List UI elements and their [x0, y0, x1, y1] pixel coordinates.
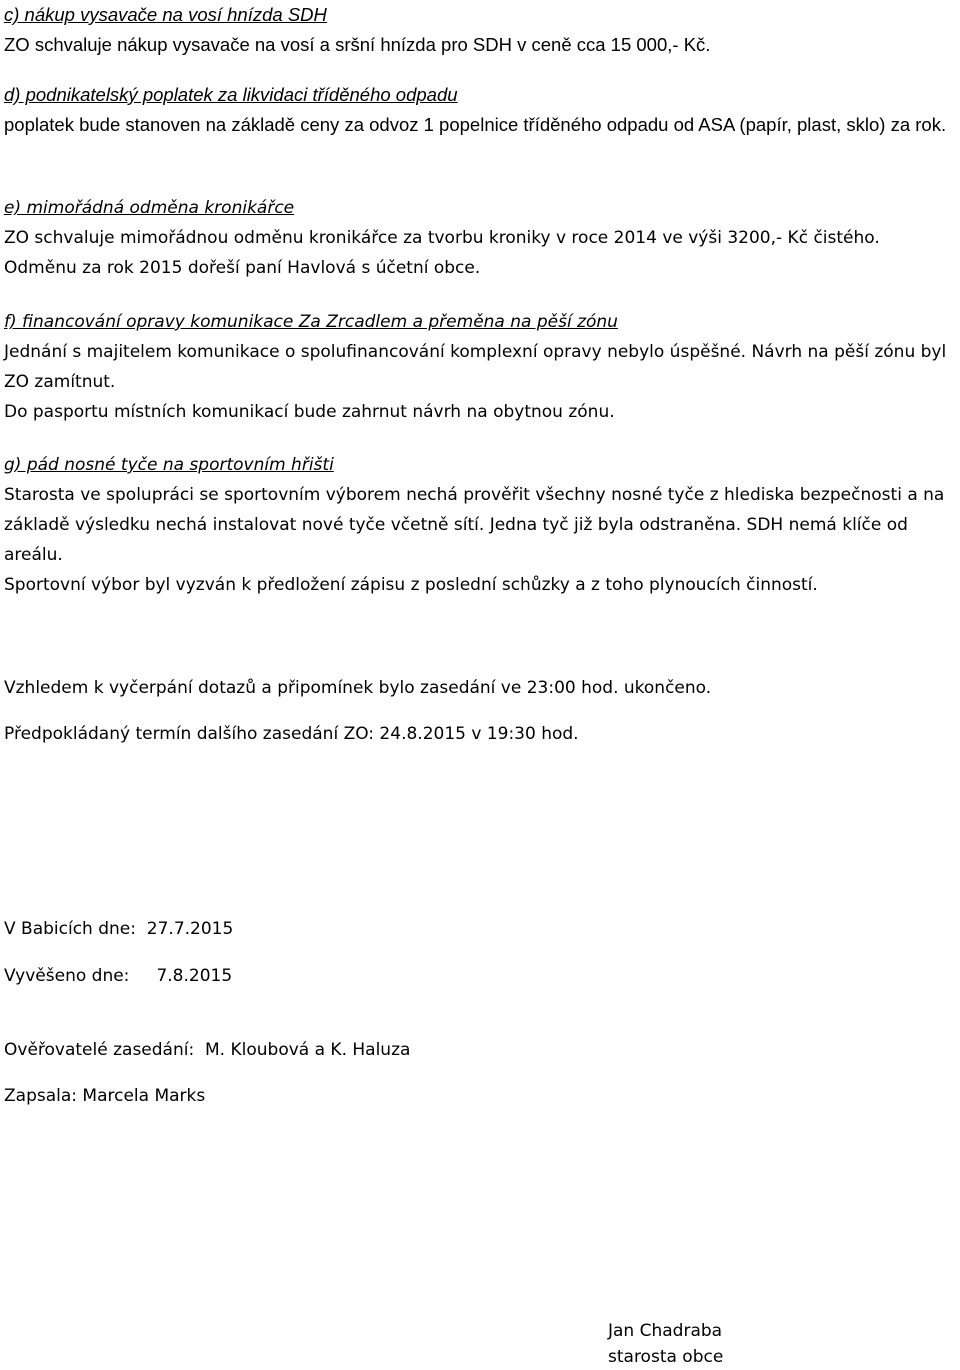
signature-name: Jan Chadraba — [608, 1321, 723, 1341]
section-e-text: ZO schvaluje mimořádnou odměnu kronikářce za tvorbu kroniky v roce 2014 ve výši 3200,- Kč čistého. Odměnu za rok 2015 dořeší paní Havlová s účetní obce. — [4, 228, 880, 278]
section-g-text-1: Starosta ve spolupráci se sportovním výborem nechá prověřit všechny nosné tyče z hlediska bezpečnosti a na základě výsledku nechá instalovat nové tyče včetně sítí. Jedna tyč již byla odstraněna. SDH nemá klíče od areálu. — [4, 485, 945, 565]
footer-recorder — [4, 1081, 954, 1111]
footer-verifiers — [4, 1035, 954, 1065]
footer-place-date — [4, 914, 954, 944]
section-e-heading: e) mimořádná odměna kronikářce — [4, 198, 295, 218]
section-d-text: poplatek bude stanoven na základě ceny za odvoz 1 popelnice tříděného odpadu od ASA (papír, plast, sklo) za rok. — [4, 114, 947, 135]
footer-verifiers-value: M. Kloubová a K. Haluza — [205, 1040, 411, 1060]
footer-recorder-value: Marcela Marks — [82, 1086, 206, 1106]
footer-posted-label: Vyvěšeno dne: — [4, 966, 130, 986]
footer-recorder-label: Zapsala: — [4, 1086, 77, 1106]
closing-next-meeting: Předpokládaný termín dalšího zasedání ZO: 24.8.2015 v 19:30 hod. — [4, 724, 579, 744]
footer-place-date-label: V Babicích dne: — [4, 919, 136, 939]
section-f-heading: f) financování opravy komunikace Za Zrcadlem a přeměna na pěší zónu — [4, 312, 618, 332]
section-g-text-2: Sportovní výbor byl vyzván k předložení zápisu z poslední schůzky a z toho plynoucích činností. — [4, 575, 818, 595]
footer-place-date-value: 27.7.2015 — [146, 919, 234, 939]
footer-verifiers-label: Ověřovatelé zasedání: — [4, 1040, 195, 1060]
section-c-heading: c) nákup vysavače na vosí hnízda SDH — [4, 4, 327, 25]
section-e — [4, 193, 954, 283]
section-d — [4, 80, 954, 140]
signature-title: starosta obce — [608, 1347, 724, 1367]
section-g-heading: g) pád nosné tyče na sportovním hřišti — [4, 455, 334, 475]
footer-posted — [4, 961, 954, 991]
section-f-text-1: Jednání s majitelem komunikace o spolufinancování komplexní opravy nebylo úspěšné. Návrh na pěší zónu byl ZO zamítnut. — [4, 342, 947, 392]
signature-block — [608, 1318, 828, 1370]
section-c-text: ZO schvaluje nákup vysavače na vosí a sršní hnízda pro SDH v ceně cca 15 000,- Kč. — [4, 34, 711, 55]
section-f — [4, 307, 954, 427]
footer-posted-value: 7.8.2015 — [156, 966, 233, 986]
section-c — [4, 0, 954, 60]
section-g — [4, 450, 954, 600]
section-f-text-2: Do pasportu místních komunikací bude zahrnut návrh na obytnou zónu. — [4, 402, 615, 422]
closing-end-note: Vzhledem k vyčerpání dotazů a připomínek bylo zasedání ve 23:00 hod. ukončeno. — [4, 678, 712, 698]
section-d-heading: d) podnikatelský poplatek za likvidaci tříděného odpadu — [4, 84, 458, 105]
